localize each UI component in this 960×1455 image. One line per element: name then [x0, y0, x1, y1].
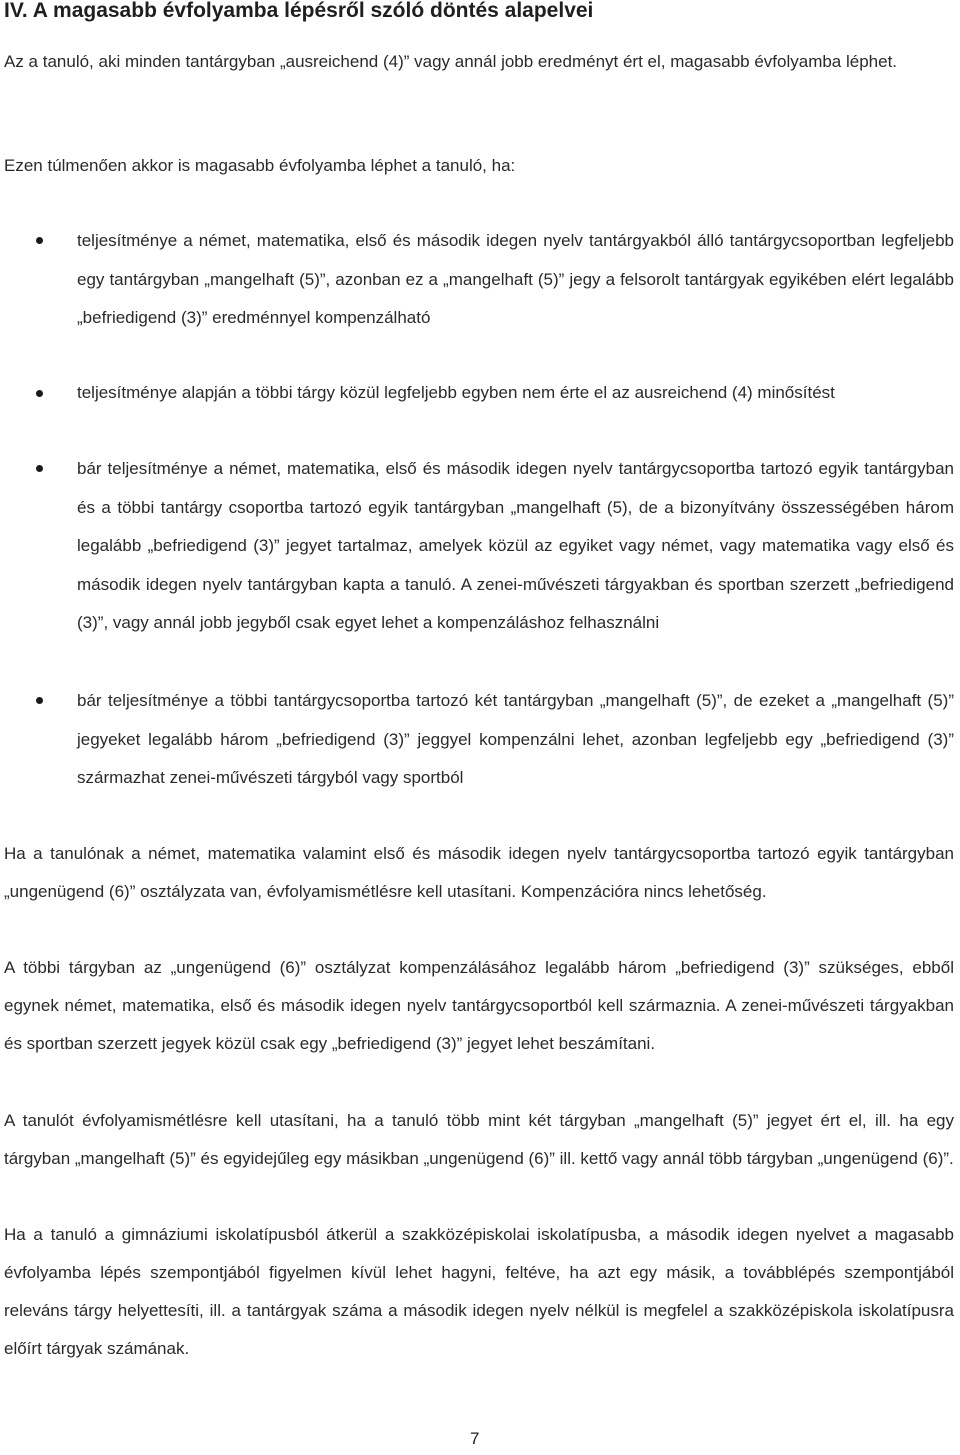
- lead-paragraph: Ezen túlmenően akkor is magasabb évfolyamba léphet a tanuló, ha:: [4, 156, 516, 175]
- bullet-dot-icon: [36, 390, 43, 397]
- page-number: 7: [470, 1429, 480, 1448]
- bullet-dot-icon: [36, 465, 43, 472]
- intro-paragraph: Az a tanuló, aki minden tantárgyban „ausreichend (4)” vagy annál jobb eredményt ért el, magasabb évfolyamba léphet.: [4, 52, 898, 71]
- bullet-text: teljesítménye a német, matematika, első és második idegen nyelv tantárgyakból álló tantárgycsoportban legfeljebb egy tantárgyban „mangelhaft (5)”, azonban ez a „mangelhaft (5)” jegy a felsorolt tantárgyak egyikében elért legalább „befriedigend (3)” eredménnyel kompenzálható: [77, 231, 954, 327]
- body-paragraph: A többi tárgyban az „ungenügend (6)” osztályzat kompenzálásához legalább három „befriedigend (3)” szükséges, ebből egynek német, matematika, első és második idegen nyelv tantárgycsoportból kell származnia. A zenei-művészeti tárgyakban és sportban szerzett jegyek közül csak egy „befriedigend (3)” jegyet lehet beszámítani.: [4, 958, 954, 1053]
- bullet-dot-icon: [36, 237, 43, 244]
- bullet-text: bár teljesítménye a többi tantárgycsoportba tartozó két tantárgyban „mangelhaft (5)”, de ezeket a „mangelhaft (5)” jegyeket legalább három „befriedigend (3)” jeggyel kompenzálni lehet, azonban legfeljebb egy „befriedigend (3)” származhat zenei-művészeti tárgyból vagy sportból: [77, 691, 954, 787]
- body-paragraph: A tanulót évfolyamismétlésre kell utasítani, ha a tanuló több mint két tárgyban „mangelhaft (5)” jegyet ért el, ill. ha egy tárgyban „mangelhaft (5)” és egyidejűleg egy másikban „ungenügend (6)” ill. kettő vagy annál több tárgyban „ungenügend (6)”.: [4, 1111, 954, 1168]
- bullet-text: teljesítménye alapján a többi tárgy közül legfeljebb egyben nem érte el az ausreichend (4) minősítést: [77, 383, 835, 402]
- body-paragraph: Ha a tanuló a gimnáziumi iskolatípusból átkerül a szakközépiskolai iskolatípusba, a második idegen nyelvet a magasabb évfolyamba lépés szempontjából figyelmen kívül lehet hagyni, feltéve, ha azt egy másik, a továbblépés szempontjából releváns tárgy helyettesíti, ill. a tantárgyak száma a második idegen nyelv nélkül is megfelel a szakközépiskola iskolatípusra előírt tárgyak számának.: [4, 1225, 954, 1358]
- bullet-text: bár teljesítménye a német, matematika, első és második idegen nyelv tantárgycsoportba tartozó egyik tantárgyban és a többi tantárgy csoportba tartozó egyik tantárgyban „mangelhaft (5), de a bizonyítvány összességében három legalább „befriedigend (3)” jegyet tartalmaz, amelyek közül az egyiket vagy német, vagy matematika vagy első és második idegen nyelv tantárgyban kapta a tanuló. A zenei-művészeti tárgyakban és sportban szerzett „befriedigend (3)”, vagy annál jobb jegyből csak egyet lehet a kompenzáláshoz felhasználni: [77, 459, 954, 632]
- bullet-dot-icon: [36, 697, 43, 704]
- section-heading: IV. A magasabb évfolyamba lépésről szóló döntés alapelvei: [4, 0, 594, 22]
- body-paragraph: Ha a tanulónak a német, matematika valamint első és második idegen nyelv tantárgycsoportba tartozó egyik tantárgyban „ungenügend (6)” osztályzata van, évfolyamismétlésre kell utasítani. Kompenzációra nincs lehetőség.: [4, 844, 954, 901]
